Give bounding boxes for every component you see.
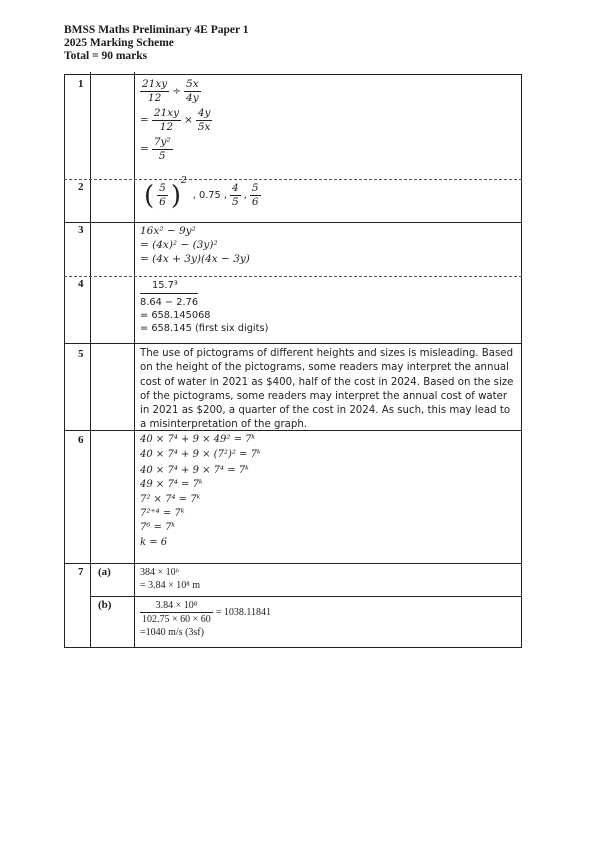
q1-line-3 <box>140 136 212 163</box>
row-divider-1 <box>64 179 522 180</box>
q3-line-2: = (4x)² − (3y)² <box>140 239 218 251</box>
q1-fraction-2: $\frac{5x}{4y}$ <box>186 78 199 104</box>
table-left-border <box>64 74 65 648</box>
q6-line-3: 40 × 7⁴ + 9 × 7⁴ = 7ᵏ <box>140 464 249 476</box>
q2-fraction-2: $\frac{5}{6}$ <box>251 182 259 208</box>
q4-fraction: $\frac{\text{15.7³}}{8.64 - 2.76}$ <box>140 280 199 308</box>
table-bottom-border <box>64 647 522 648</box>
q1-line-1 <box>140 78 212 105</box>
q3-line-1: 16x² − 9y² <box>140 225 196 237</box>
q2-paren-open: ( <box>144 180 155 211</box>
row-divider-3 <box>64 276 522 277</box>
q6-line-4: 49 × 7⁴ = 7ᵏ <box>140 479 203 491</box>
q7a-line-1: 384 × 10⁶ <box>140 567 180 578</box>
q7b-result: = 1038.11841 <box>215 607 272 618</box>
q1-fraction-1: $\frac{21xy}{12}$ <box>142 78 168 104</box>
q1-fraction-4: $\frac{4y}{5x}$ <box>197 107 211 133</box>
q6-line-7: 7⁶ = 7ᵏ <box>140 522 176 534</box>
q6-line-6: 7²⁺⁴ = 7ᵏ <box>140 508 185 520</box>
marking-table <box>64 72 522 648</box>
q2-decimal: , 0.75 , <box>192 190 228 201</box>
answer-q5: The use of pictograms of different heights and sizes is misleading. Based on the height of the pictograms, some readers may interpret the annual cost of water in 2021 as $400, half of the cost in 2024. Based on the size of the pictograms, some readers may interpret the annual cost of water in 2021 as $200, a quarter of the cost in 2024. As such, this may lead to a misinterpretation of the graph. <box>140 348 514 431</box>
q1-times-sign: × <box>184 114 193 126</box>
q1-fraction-5: $\frac{\text{7y²}}{5}$ <box>153 136 171 162</box>
question-number-7: 7 <box>78 566 84 578</box>
answer-q2 <box>144 176 261 211</box>
question-number-1: 1 <box>78 78 84 90</box>
q6-line-8: k = 6 <box>140 536 168 548</box>
answer-q1 <box>140 78 212 163</box>
q2-paren-close: ) <box>170 180 181 211</box>
q2-fraction-1: $\frac{4}{5}$ <box>232 182 239 208</box>
question-number-3: 3 <box>78 224 84 236</box>
q1-equals-2: = <box>140 143 149 155</box>
q2-comma: , <box>243 190 247 201</box>
table-col-divider-2 <box>134 72 135 648</box>
q6-line-5: 7² × 7⁴ = 7ᵏ <box>140 493 201 505</box>
q7b-final: =1040 m/s (3sf) <box>140 627 204 638</box>
q4-line-2: = 658.145 (first six digits) <box>140 323 269 334</box>
answer-q4 <box>140 279 268 335</box>
answer-q6 <box>140 433 261 550</box>
answer-q3 <box>140 224 250 266</box>
question-number-2: 2 <box>78 181 84 193</box>
q1-equals-1: = <box>140 114 149 126</box>
q1-line-2 <box>140 107 212 134</box>
header-total: Total = 90 marks <box>64 50 148 62</box>
row-divider-6 <box>64 563 522 564</box>
q2-exponent: 2 <box>181 176 187 186</box>
q7a-line-2: = 3.84 × 10⁸ m <box>140 580 201 591</box>
q1-fraction-3: $\frac{21xy}{12}$ <box>153 107 180 133</box>
row-divider-2 <box>64 222 522 223</box>
table-col-divider-1 <box>90 72 91 648</box>
q2-paren-fraction: $\frac{5}{6}$ <box>159 182 166 208</box>
answer-q7b <box>140 599 271 639</box>
q6-line-2: 40 × 7⁴ + 9 × (7²)² = 7ᵏ <box>140 449 261 461</box>
header-subtitle: 2025 Marking Scheme <box>64 37 174 49</box>
part-label-7b: (b) <box>98 599 112 611</box>
row-divider-4 <box>64 343 522 344</box>
table-top-border <box>64 74 522 75</box>
header-title: BMSS Maths Preliminary 4E Paper 1 <box>64 24 249 36</box>
row-divider-7 <box>90 596 522 597</box>
table-right-border <box>521 74 522 648</box>
q6-line-1: 40 × 7⁴ + 9 × 49² = 7ᵏ <box>140 434 256 445</box>
q1-divide-sign: ÷ <box>172 85 182 97</box>
answer-q7a <box>140 566 200 592</box>
q2-line <box>144 176 261 211</box>
q4-line-1: = 658.145068 <box>140 310 211 321</box>
q7b-fraction: $\frac{\text{3.84 × 10⁸}}{102.75 \times 60 \times 60}$ <box>142 600 211 625</box>
question-number-6: 6 <box>78 434 84 446</box>
part-label-7a: (a) <box>98 566 111 578</box>
q3-line-3: = (4x + 3y)(4x − 3y) <box>140 253 250 265</box>
question-number-4: 4 <box>78 278 84 290</box>
question-number-5: 5 <box>78 348 84 360</box>
q7b-line-1 <box>140 599 271 626</box>
